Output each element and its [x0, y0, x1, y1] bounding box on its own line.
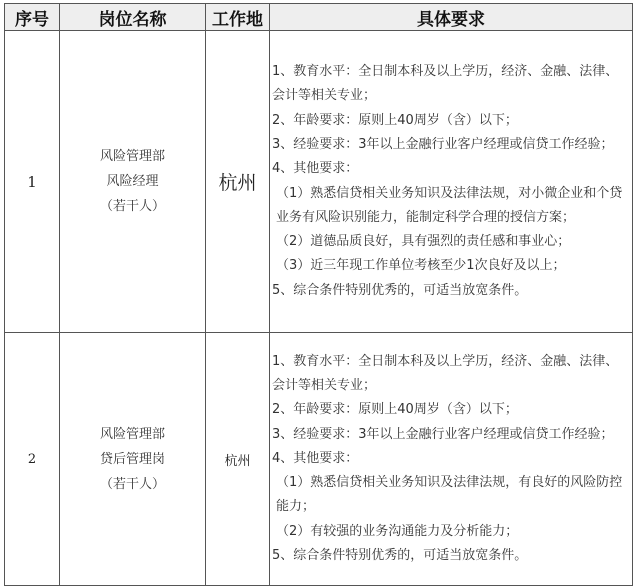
requirements-table: [4, 3, 633, 586]
requirement-line: 1、教育水平：全日制本科及以上学历，经济、金融、法律、会计等相关专业；: [272, 64, 619, 104]
header-no: 序号: [5, 4, 60, 31]
position-cell: [60, 333, 206, 586]
row-no: 1: [5, 31, 60, 333]
position-dept: 风险管理部: [99, 149, 165, 164]
header-requirements: 具体要求: [270, 4, 633, 31]
requirement-line: 2、年龄要求：原则上40周岁（含）以下；: [272, 402, 518, 418]
header-row: [5, 4, 633, 31]
requirement-line: 2、年龄要求：原则上40周岁（含）以下；: [272, 112, 518, 128]
requirement-line: （1）熟悉信贷相关业务知识及法律法规，对小微企业和个贷业务有风险识别能力，能制定科学合理的授信方案；: [276, 185, 623, 225]
location-cell: 杭州: [206, 333, 270, 586]
table-row: [5, 31, 633, 333]
requirement-line: 3、经验要求：3年以上金融行业客户经理或信贷工作经验；: [272, 136, 614, 152]
requirement-line: 4、其他要求：: [272, 161, 359, 177]
requirement-line: （2）有较强的业务沟通能力及分析能力；: [276, 523, 519, 539]
position-headcount: （若干人）: [99, 476, 165, 492]
requirement-line: 4、其他要求：: [272, 450, 359, 466]
location-cell: 杭州: [206, 31, 270, 333]
position-cell: [60, 31, 206, 333]
requirement-line: 3、经验要求：3年以上金融行业客户经理或信贷工作经验；: [272, 426, 614, 442]
position-title: 风险经理: [106, 174, 159, 189]
requirement-line: （1）熟悉信贷相关业务知识及法律法规，有良好的风险防控能力；: [276, 475, 623, 515]
requirement-line: 1、教育水平：全日制本科及以上学历，经济、金融、法律、会计等相关专业；: [272, 353, 619, 393]
table-row: [5, 333, 633, 586]
requirement-line: 5、综合条件特别优秀的，可适当放宽条件。: [272, 282, 528, 298]
requirements-cell: [270, 31, 633, 333]
requirement-line: （2）道德品质良好，具有强烈的责任感和事业心；: [276, 234, 571, 250]
requirement-line: 5、综合条件特别优秀的，可适当放宽条件。: [272, 548, 528, 564]
position-title: 贷后管理岗: [99, 451, 165, 467]
header-position: 岗位名称: [60, 4, 206, 31]
requirements-cell: [270, 333, 633, 586]
row-no: 2: [5, 333, 60, 586]
position-headcount: （若干人）: [99, 199, 165, 214]
requirement-line: （3）近三年现工作单位考核至少1次良好及以上；: [276, 258, 566, 274]
header-location: 工作地: [206, 4, 270, 31]
position-dept: 风险管理部: [99, 426, 165, 442]
